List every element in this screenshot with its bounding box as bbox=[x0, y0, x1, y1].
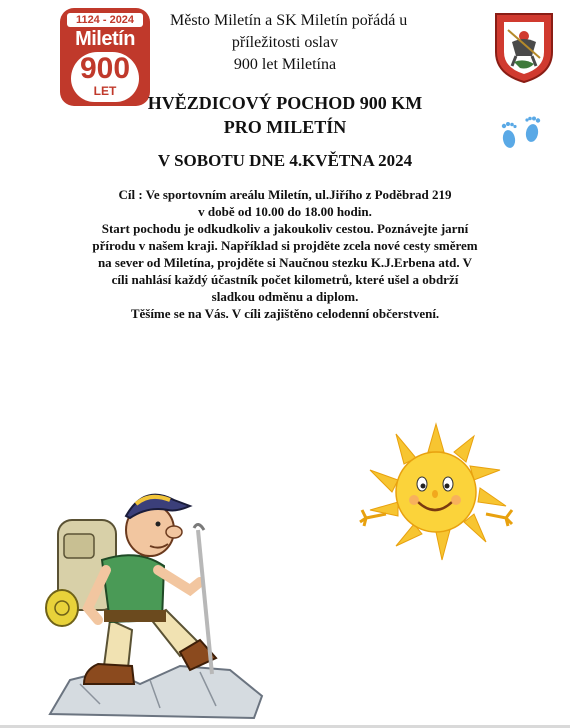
logo-name: Miletín bbox=[75, 28, 135, 50]
smiling-sun-icon bbox=[356, 422, 516, 562]
header-line-1: Město Miletín a SK Miletín pořádá u bbox=[170, 12, 408, 29]
event-date: V SOBOTU DNE 4.KVĚTNA 2024 bbox=[157, 151, 413, 170]
description-line: Těšíme se na Vás. V cíli zajištěno celodenní občerstvení. bbox=[130, 306, 440, 321]
description-line: na sever od Miletína, projděte si Naučnou stezku K.J.Erbena atd. V bbox=[97, 255, 473, 270]
footprints-icon bbox=[496, 115, 546, 151]
description-line: přírodu v našem kraji. Například si projděte zcela nové cesty směrem bbox=[92, 238, 478, 253]
event-title bbox=[120, 91, 450, 139]
header-line-2: příležitosti oslav bbox=[231, 34, 339, 51]
logo-years: 1124 - 2024 bbox=[67, 13, 143, 27]
hiker-illustration-icon bbox=[40, 470, 270, 720]
header-line-3: 900 let Miletína bbox=[233, 56, 337, 73]
description-line: Start pochodu je odkudkoliv a jakoukoliv cestou. Poznávejte jarní bbox=[101, 221, 469, 236]
event-title-line-2: PRO MILETÍN bbox=[223, 117, 347, 137]
event-title-line-1: HVĚZDICOVÝ POCHOD 900 KM bbox=[147, 93, 423, 113]
header-text bbox=[170, 10, 408, 76]
description-line: cíli nahlásí každý účastník počet kilometrů, které ušel a obdrží bbox=[111, 272, 459, 287]
logo-suffix: LET bbox=[93, 84, 117, 98]
description-line: Cíl : Ve sportovním areálu Miletín, ul.Jiřího z Poděbrad 219 bbox=[118, 187, 452, 202]
description-line: sladkou odměnu a diplom. bbox=[211, 289, 359, 304]
description-line: v době od 10.00 do 18.00 hodin. bbox=[198, 204, 372, 219]
logo-number: 900 bbox=[79, 52, 131, 85]
coat-of-arms-icon bbox=[494, 12, 554, 84]
event-description bbox=[60, 186, 510, 322]
